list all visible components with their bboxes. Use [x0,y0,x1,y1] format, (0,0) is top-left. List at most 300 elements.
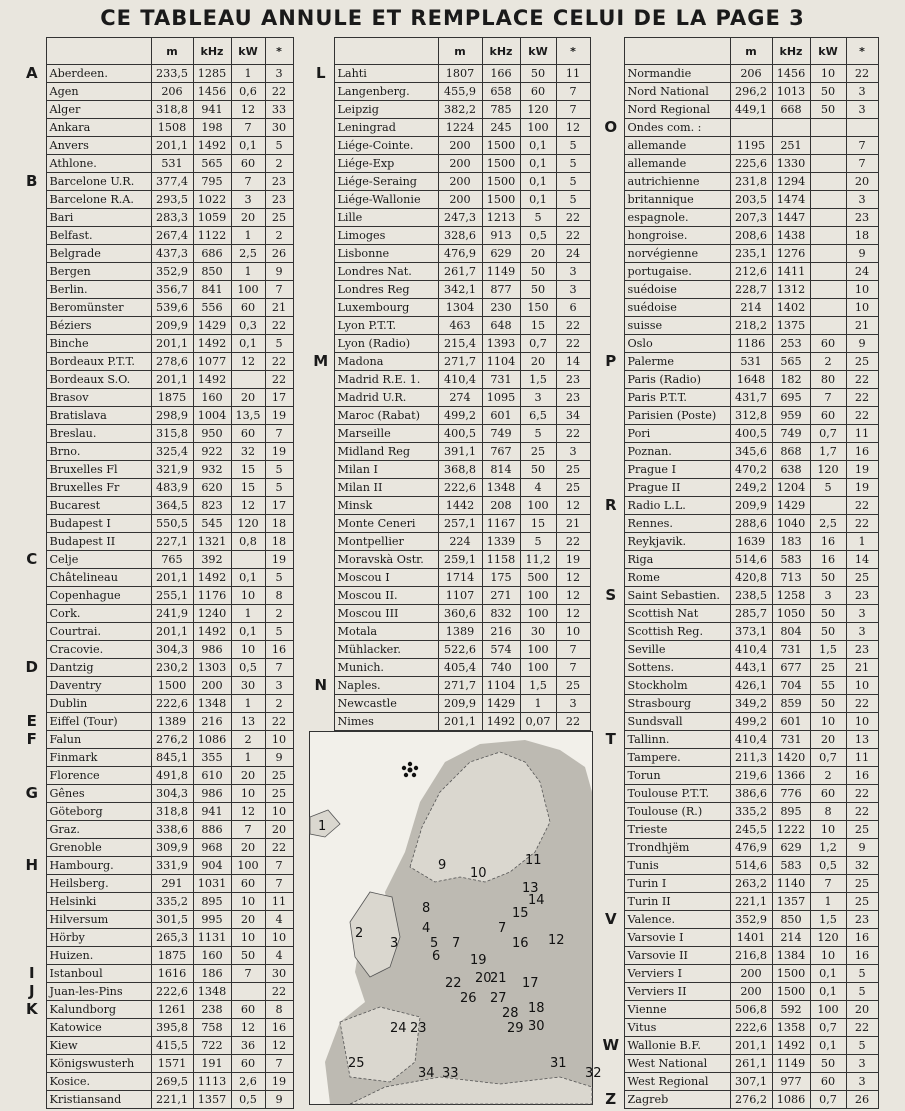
frequency-khz: 877 [482,281,520,299]
power-kw: 2 [231,731,265,749]
station-name: Prague I [624,461,730,479]
power-kw: 60 [231,875,265,893]
frequency-khz: 1258 [772,587,810,605]
wavelength-m: 200 [438,173,482,191]
station-row [598,227,878,245]
station-row [598,497,878,515]
section-letter [18,605,46,623]
power-kw: 150 [520,299,556,317]
section-letter [18,767,46,785]
section-letter [18,569,46,587]
power-kw: 50 [810,569,846,587]
frequency-khz: 1077 [193,353,231,371]
wavelength-m: 377,4 [151,173,193,191]
station-row [18,983,293,1001]
station-table-1 [18,37,294,1109]
frequency-khz: 1285 [193,65,231,83]
section-letter [598,695,624,713]
power-kw: 10 [231,929,265,947]
europe-zone-map [309,731,602,1105]
wavelength-m: 283,3 [151,209,193,227]
section-letter [18,1055,46,1073]
map-zone: 25 [846,569,878,587]
map-zone: 16 [265,1019,293,1037]
power-kw: 2,5 [810,515,846,533]
map-zone: 25 [265,209,293,227]
station-row [598,119,878,137]
map-zone: 25 [846,875,878,893]
map-zone: 22 [265,839,293,857]
frequency-khz: 175 [482,569,520,587]
station-name: Heilsberg. [46,875,151,893]
section-letter [598,749,624,767]
wavelength-m: 1389 [438,623,482,641]
power-kw: 0,8 [231,533,265,551]
power-kw: 0,1 [810,1037,846,1055]
map-zone-label: 29 [507,1021,524,1036]
power-kw: 20 [231,839,265,857]
power-kw: 0,7 [520,335,556,353]
power-kw: 0,7 [810,1019,846,1037]
station-table-3 [598,37,879,1109]
power-kw: 1 [231,749,265,767]
station-row [598,1001,878,1019]
wavelength-m: 222,6 [730,1019,772,1037]
station-row [18,677,293,695]
power-kw: 5 [520,425,556,443]
power-kw [231,983,265,1001]
power-kw: 20 [520,245,556,263]
map-zone: 23 [846,641,878,659]
map-zone: 19 [265,551,293,569]
section-letter: L [315,64,326,82]
frequency-khz: 182 [772,371,810,389]
section-letter [308,317,334,335]
wavelength-m: 247,3 [438,209,482,227]
frequency-khz: 886 [193,821,231,839]
station-name: Marseille [334,425,438,443]
map-zone: 12 [556,497,590,515]
power-kw: 0,1 [520,191,556,209]
station-name: Toulouse (R.) [624,803,730,821]
section-letter [308,587,334,605]
map-zone: 1 [846,533,878,551]
frequency-khz: 804 [772,623,810,641]
map-zone: 10 [846,713,878,731]
station-name: Sundsvall [624,713,730,731]
station-name: Béziers [46,317,151,335]
frequency-khz: 583 [772,857,810,875]
frequency-khz: 722 [193,1037,231,1055]
table-header [18,38,293,65]
wavelength-m: 257,1 [438,515,482,533]
map-zone: 23 [265,173,293,191]
wavelength-m: 1616 [151,965,193,983]
map-zone: 5 [846,965,878,983]
frequency-khz: 922 [193,443,231,461]
station-row [308,677,590,695]
section-letter [308,191,334,209]
map-zone: 22 [846,65,878,83]
station-row [18,263,293,281]
frequency-khz: 1357 [193,1091,231,1109]
frequency-khz: 1204 [772,479,810,497]
station-row [308,299,590,317]
frequency-khz: 1447 [772,209,810,227]
section-letter [598,605,624,623]
power-kw: 50 [520,281,556,299]
power-kw: 0,07 [520,713,556,731]
frequency-khz: 216 [482,623,520,641]
wavelength-m: 261,7 [438,263,482,281]
map-zone: 12 [556,119,590,137]
station-name: Liége-Exp [334,155,438,173]
wavelength-m: 208,6 [730,227,772,245]
frequency-khz: 713 [772,569,810,587]
wavelength-m: 206 [730,65,772,83]
power-kw: 10 [231,587,265,605]
map-zone: 16 [846,767,878,785]
station-name: Langenberg. [334,83,438,101]
power-kw [810,317,846,335]
station-row [598,695,878,713]
station-name: Juan-les-Pins [46,983,151,1001]
station-row [598,245,878,263]
power-kw: 15 [231,461,265,479]
power-kw: 1,5 [520,371,556,389]
wavelength-m: 410,4 [730,731,772,749]
station-name: Kosice. [46,1073,151,1091]
map-zone: 19 [265,443,293,461]
wavelength-m: 499,2 [438,407,482,425]
map-zone: 8 [265,1001,293,1019]
station-row [308,83,590,101]
station-name: Liége-Cointe. [334,137,438,155]
station-row [308,605,590,623]
frequency-khz: 1438 [772,227,810,245]
frequency-khz: 1411 [772,263,810,281]
station-name: Binche [46,335,151,353]
wavelength-m: 338,6 [151,821,193,839]
khz-header: kHz [482,38,520,65]
station-row [18,515,293,533]
power-kw: 50 [810,1055,846,1073]
power-kw: 20 [520,353,556,371]
power-kw: 0,1 [231,569,265,587]
frequency-khz: 795 [193,173,231,191]
wavelength-m: 200 [730,965,772,983]
section-letter: R [604,496,617,514]
station-row [18,767,293,785]
station-row [308,137,590,155]
wavelength-m: 225,6 [730,155,772,173]
section-letter [18,191,46,209]
map-zone-label: 3 [390,936,399,951]
station-row [598,947,878,965]
frequency-khz: 1312 [772,281,810,299]
power-kw: 10 [231,641,265,659]
frequency-khz: 1500 [482,191,520,209]
power-kw: 60 [231,425,265,443]
wavelength-m: 219,6 [730,767,772,785]
wavelength-m: 476,9 [730,839,772,857]
wavelength-m: 506,8 [730,1001,772,1019]
frequency-khz: 1429 [482,695,520,713]
wavelength-m: 201,1 [730,1037,772,1055]
kw-header: kW [520,38,556,65]
power-kw: 13 [231,713,265,731]
section-letter [18,1091,46,1109]
station-name: Belgrade [46,245,151,263]
frequency-khz: 230 [482,299,520,317]
frequency-khz: 1321 [193,533,231,551]
table-header [598,38,878,65]
station-row [18,803,293,821]
power-kw: 16 [810,533,846,551]
section-letter [18,245,46,263]
map-zone: 25 [265,767,293,785]
map-zone: 19 [556,551,590,569]
frequency-khz: 1176 [193,587,231,605]
station-name: Trondhjëm [624,839,730,857]
page-title: CE TABLEAU ANNULE ET REMPLACE CELUI DE LA PAGE 3 [100,6,805,30]
map-zone: 4 [265,947,293,965]
station-row [308,497,590,515]
station-name: Newcastle [334,695,438,713]
section-letter [598,479,624,497]
station-name: Leningrad [334,119,438,137]
map-zone-label: 27 [490,991,507,1006]
power-kw [810,119,846,137]
wavelength-m: 325,4 [151,443,193,461]
map-zone: 22 [846,407,878,425]
map-zone-label: 5 [430,936,439,951]
station-name: Munich. [334,659,438,677]
wavelength-m: 1389 [151,713,193,731]
kw-header: kW [231,38,265,65]
frequency-khz: 1474 [772,191,810,209]
wavelength-m: 368,8 [438,461,482,479]
map-zone: 22 [265,353,293,371]
map-zone: 7 [265,857,293,875]
frequency-khz: 1086 [193,731,231,749]
station-row [598,785,878,803]
frequency-khz: 186 [193,965,231,983]
section-letter: B [26,172,38,190]
power-kw: 80 [810,371,846,389]
station-name: Barcelone U.R. [46,173,151,191]
map-zone-label: 16 [512,936,529,951]
section-letter [18,497,46,515]
station-row [598,353,878,371]
station-name: Lyon (Radio) [334,335,438,353]
power-kw: 1,5 [520,677,556,695]
station-row [308,533,590,551]
map-zone: 20 [846,1001,878,1019]
section-letter: E [26,712,37,730]
station-name: Scottish Reg. [624,623,730,641]
wavelength-m: 227,1 [151,533,193,551]
station-name: Madrid R.E. 1. [334,371,438,389]
power-kw: 11,2 [520,551,556,569]
station-row [18,137,293,155]
section-letter [18,155,46,173]
map-zone: 9 [265,1091,293,1109]
frequency-khz: 638 [772,461,810,479]
frequency-khz: 986 [193,785,231,803]
power-kw: 16 [810,551,846,569]
station-row [598,173,878,191]
frequency-khz: 1384 [772,947,810,965]
frequency-khz: 977 [772,1073,810,1091]
station-row [18,839,293,857]
wavelength-m: 331,9 [151,857,193,875]
station-row [18,695,293,713]
station-row [308,713,590,731]
wavelength-m: 203,5 [730,191,772,209]
station-name: Lisbonne [334,245,438,263]
frequency-khz: 1429 [772,497,810,515]
power-kw: 0,5 [231,659,265,677]
station-name: Palerme [624,353,730,371]
station-row [18,317,293,335]
section-letter [598,1073,624,1091]
map-zone: 25 [846,893,878,911]
map-zone: 22 [846,695,878,713]
station-row [598,605,878,623]
wavelength-m: 360,6 [438,605,482,623]
station-row [598,101,878,119]
section-letter [308,569,334,587]
frequency-khz: 1122 [193,227,231,245]
map-zone: 3 [265,65,293,83]
section-letter [308,659,334,677]
station-name: Stockholm [624,677,730,695]
section-letter [598,173,624,191]
frequency-khz: 160 [193,389,231,407]
section-letter [308,641,334,659]
station-name: Brasov [46,389,151,407]
station-name: Montpellier [334,533,438,551]
wavelength-m: 356,7 [151,281,193,299]
station-row [308,65,590,83]
frequency-khz: 1492 [193,335,231,353]
station-name: Moscou II. [334,587,438,605]
map-zone-label: 6 [432,949,441,964]
map-zone: 12 [556,569,590,587]
frequency-khz: 950 [193,425,231,443]
station-row [18,443,293,461]
station-name: Moscou I [334,569,438,587]
station-row [598,1073,878,1091]
wavelength-m: 391,1 [438,443,482,461]
power-kw: 1,7 [810,443,846,461]
station-row [18,281,293,299]
map-zone: 19 [846,461,878,479]
station-row [18,857,293,875]
station-name: Leipzig [334,101,438,119]
section-letter [598,641,624,659]
station-name: Naples. [334,677,438,695]
frequency-khz: 1357 [772,893,810,911]
wavelength-m: 241,9 [151,605,193,623]
power-kw [810,191,846,209]
section-letter [18,371,46,389]
station-row [308,641,590,659]
station-row [18,335,293,353]
frequency-khz: 1500 [482,173,520,191]
wavelength-m: 224 [438,533,482,551]
map-zone-label: 4 [422,921,431,936]
section-letter [308,281,334,299]
map-zone [846,119,878,137]
station-name: Florence [46,767,151,785]
station-name: Minsk [334,497,438,515]
station-row [598,1019,878,1037]
station-name: Budapest II [46,533,151,551]
station-name: Verviers I [624,965,730,983]
station-row [308,515,590,533]
station-row [598,551,878,569]
frequency-khz: 253 [772,335,810,353]
section-letter [18,443,46,461]
wavelength-m: 304,3 [151,641,193,659]
power-kw: 100 [520,641,556,659]
station-row [18,659,293,677]
station-row [18,533,293,551]
wavelength-m: 335,2 [730,803,772,821]
wavelength-m: 1401 [730,929,772,947]
station-name: Gênes [46,785,151,803]
station-row [598,407,878,425]
wavelength-m: 1875 [151,947,193,965]
station-name: Maroc (Rabat) [334,407,438,425]
station-name: Varsovie II [624,947,730,965]
power-kw: 5 [810,479,846,497]
section-letter [308,479,334,497]
map-zone: 26 [846,1091,878,1109]
section-letter [598,929,624,947]
section-letter [18,119,46,137]
section-letter [598,983,624,1001]
section-letter [18,803,46,821]
frequency-khz: 355 [193,749,231,767]
section-letter [598,533,624,551]
section-letter [18,407,46,425]
wavelength-m: 328,6 [438,227,482,245]
frequency-khz: 271 [482,587,520,605]
wavelength-m: 531 [151,155,193,173]
power-kw: 50 [520,65,556,83]
power-kw: 100 [520,659,556,677]
map-zone: 25 [556,479,590,497]
station-row [598,371,878,389]
station-name: Trieste [624,821,730,839]
wavelength-m: 395,8 [151,1019,193,1037]
wavelength-m: 209,9 [730,497,772,515]
station-row [598,569,878,587]
station-name: Châtelineau [46,569,151,587]
section-letter [18,839,46,857]
frequency-khz: 1375 [772,317,810,335]
wavelength-m: 216,8 [730,947,772,965]
station-row [308,263,590,281]
wavelength-m: 221,1 [730,893,772,911]
wavelength-m: 218,2 [730,317,772,335]
frequency-khz: 704 [772,677,810,695]
frequency-khz: 216 [193,713,231,731]
section-letter [598,371,624,389]
